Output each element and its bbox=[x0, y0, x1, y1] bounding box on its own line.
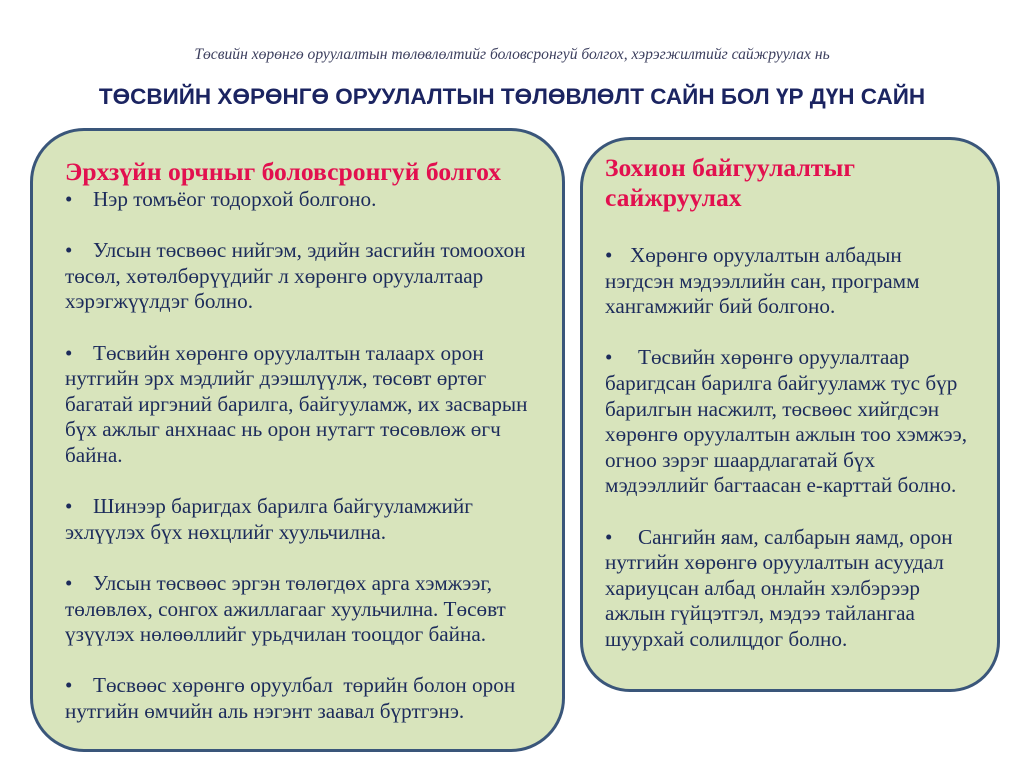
bullet-item bbox=[65, 341, 544, 469]
bullet-item bbox=[65, 187, 544, 213]
bullet-text: Нэр томъёог тодорхой болгоно. bbox=[93, 187, 377, 211]
bullet-icon: • bbox=[65, 238, 73, 263]
panel-heading: Зохион байгуулалтыг сайжруулах bbox=[605, 153, 855, 212]
panel-heading: Эрхзүйн орчныг боловсронгуй болгох bbox=[65, 157, 502, 186]
bullet-text: Хөрөнгө оруулалтын албадын нэгдсэн мэдээллийн сан, программ хангамжийг бий болгоно. bbox=[605, 243, 920, 319]
bullet-icon: • bbox=[65, 673, 73, 698]
slide-subtitle: Төсвийн хөрөнгө оруулалтын төлөвлөлтийг боловсронгуй болгох, хэрэгжилтийг сайжруулах нь bbox=[194, 46, 830, 63]
bullet-item bbox=[605, 525, 989, 653]
bullet-item bbox=[65, 238, 544, 315]
slide-title: ТӨСВИЙН ХӨРӨНГӨ ОРУУЛАЛТЫН ТӨЛӨВЛӨЛТ САЙН БОЛ ҮР ДҮН САЙН bbox=[98, 84, 926, 109]
bullet-text: Шинээр баригдах барилга байгууламжийг эхлүүлэх бүх нөхцлийг хуульчилна. bbox=[65, 494, 473, 544]
bullet-text: Төсвийн хөрөнгө оруулалтын талаарх орон нутгийн эрх мэдлийг дээшлүүлж, төсөвт өртөг багатай иргэний барилга, байгууламж, их засварын бүх ажлыг анхнаас нь орон нутагт төсөвлөж өгч байна. bbox=[65, 340, 528, 467]
bullet-text: Төсвийн хөрөнгө оруулалтаар баригдсан барилга байгууламж тус бүр барилгын насжилт, төсвөөс хийгдсэн хөрөнгө оруулалтын ажлын тоо хэмжээ, огноо зэрэг шаардлагатай бүх мэдээллийг багтаасан е-карттай болно. bbox=[605, 345, 968, 498]
bullet-item bbox=[605, 345, 989, 499]
bullet-text: Төсвөөс хөрөнгө оруулбал төрийн болон орон нутгийн өмчийн аль нэгэнт заавал бүртгэнэ. bbox=[65, 673, 516, 723]
legal-environment-panel bbox=[30, 128, 565, 752]
bullet-text: Сангийн яам, салбарын яамд, орон нутгийн хөрөнгө оруулалтын асуудал хариуцсан албад онлайн хэлбэрээр ажлын гүйцэтгэл, мэдээ тайлангаа шуурхай солилцдог болно. bbox=[605, 524, 953, 651]
organization-panel bbox=[580, 137, 1000, 692]
bullet-icon: • bbox=[65, 187, 73, 211]
bullet-icon: • bbox=[605, 345, 613, 370]
bullet-item bbox=[605, 243, 989, 320]
bullet-item bbox=[65, 494, 544, 545]
bullet-text: Улсын төсвөөс эргэн төлөгдөх арга хэмжээг, төлөвлөх, сонгох ажиллагааг хуульчилна. Төсөвт үзүүлэх нөлөөллийг урьдчилан тооцдог байна. bbox=[65, 570, 506, 647]
bullet-item bbox=[65, 673, 544, 724]
bullet-icon: • bbox=[65, 340, 73, 365]
bullet-icon: • bbox=[65, 494, 73, 519]
bullet-icon: • bbox=[605, 524, 613, 549]
bullet-item bbox=[65, 571, 544, 648]
bullet-icon: • bbox=[605, 243, 613, 267]
bullet-text: Улсын төсвөөс нийгэм, эдийн засгийн томоохон төсөл, хөтөлбөрүүдийг л хөрөнгө оруулалтаар хэрэгжүүлдэг болно. bbox=[65, 238, 526, 314]
bullet-icon: • bbox=[65, 570, 73, 595]
